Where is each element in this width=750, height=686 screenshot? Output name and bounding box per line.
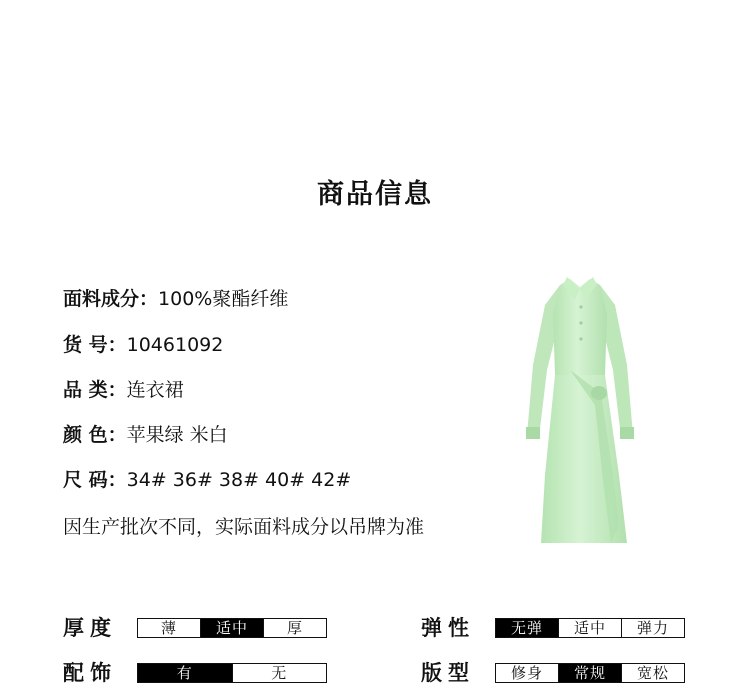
color-label: 颜 色： [63, 424, 127, 446]
dress-image [515, 275, 645, 555]
fabric-row [63, 287, 288, 311]
color-row [63, 423, 228, 447]
sku-value: 10461092 [126, 334, 224, 356]
size-label: 尺 码： [63, 469, 127, 491]
fit-label: 版型 [421, 661, 475, 685]
thickness-option-thin: 薄 [138, 619, 200, 637]
accessories-option-no: 无 [232, 664, 327, 682]
category-label: 品 类： [63, 379, 127, 401]
elasticity-option-medium: 适中 [558, 619, 621, 637]
elasticity-selector [495, 618, 685, 638]
fit-option-regular: 常规 [558, 664, 621, 682]
elasticity-option-stretch: 弹力 [621, 619, 684, 637]
category-value: 连衣裙 [126, 379, 184, 401]
fabric-value: 100%聚酯纤维 [158, 288, 289, 310]
accessories-selector [137, 663, 327, 683]
fabric-label: 面料成分： [63, 288, 159, 310]
color-value: 苹果绿 米白 [126, 424, 228, 446]
fit-selector [495, 663, 685, 683]
fit-option-slim: 修身 [496, 664, 558, 682]
thickness-selector [137, 618, 327, 638]
size-row [63, 468, 351, 492]
thickness-option-medium: 适中 [200, 619, 263, 637]
size-value: 34# 36# 38# 40# 42# [126, 469, 352, 491]
fabric-note: 因生产批次不同，实际面料成分以吊牌为准 [63, 516, 425, 538]
elasticity-option-none: 无弹 [496, 619, 558, 637]
sku-row [63, 333, 223, 357]
page-title: 商品信息 [317, 179, 433, 210]
thickness-option-thick: 厚 [263, 619, 326, 637]
accessories-label: 配饰 [63, 661, 117, 685]
thickness-label: 厚度 [63, 616, 117, 640]
accessories-option-yes: 有 [138, 664, 232, 682]
category-row [63, 378, 184, 402]
elasticity-label: 弹性 [421, 616, 475, 640]
fit-option-loose: 宽松 [621, 664, 684, 682]
sku-label: 货 号： [63, 334, 127, 356]
